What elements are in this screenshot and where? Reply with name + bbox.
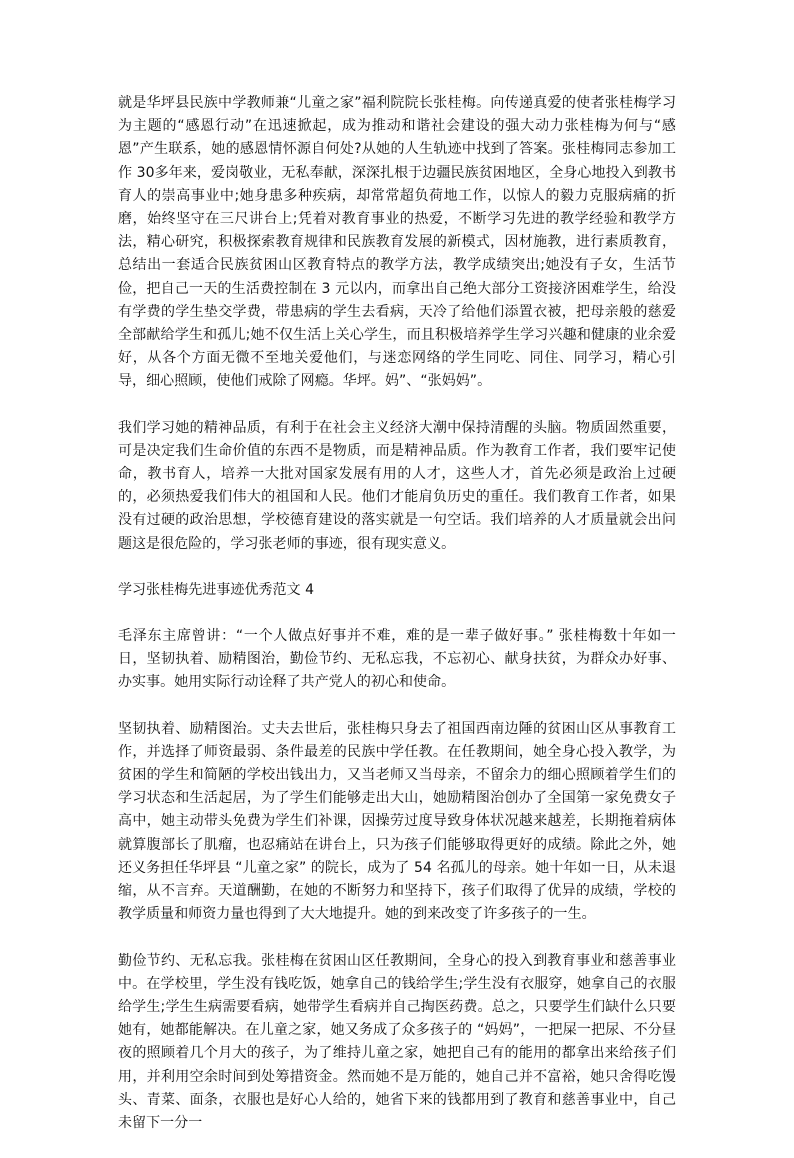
paragraph-1: 就是华坪县民族中学教师兼“儿童之家”福利院院长张桂梅。向传递真爱的使者张桂梅学习为主题的“感恩行动”在迅速掀起，成为推动和谐社会建设的强大动力张桂梅为何与“感恩”产生联系，她的感恩情怀源自何处?从她的人生轨迹中找到了答案。张桂梅同志参加工作 30多年来，爱岗敬业，无私奉献，深深扎根于边疆民族贫困地区，全身心地投入到教书育人的崇高事业中;她身患多种疾病，却常常超负荷地工作，以惊人的毅力克服病痛的折磨，始终坚守在三尺讲台上;凭着对教育事业的热爱，不断学习先进的教学经验和教学方法，精心研究，积极探索教育规律和民族教育发展的新模式，因材施教，进行素质教育，总结出一套适合民族贫困山区教育特点的教学方法，教学成绩突出;她没有子女，生活节俭，把自己一天的生活费控制在 3 元以内，而拿出自己绝大部分工资接济困难学生，给没有学费的学生垫交学费，带患病的学生去看病，天冷了给他们添置衣被，把母亲般的慈爱全部献给学生和孤儿;她不仅生活上关心学生，而且积极培养学生学习兴趣和健康的业余爱好，从各个方面无微不至地关爱他们，与迷恋网络的学生同吃、同住、同学习，精心引导，细心照顾，使他们戒除了网瘾。华坪。妈”、“张妈妈”。 xyxy=(118,95,676,390)
document-page xyxy=(118,92,676,1158)
paragraph-5: 勤俭节约、无私忘我。张桂梅在贫困山区任教期间，全身心的投入到教育事业和慈善事业中。在学校里，学生没有钱吃饭，她拿自己的钱给学生;学生没有衣服穿，她拿自己的衣服给学生;学生生病需要看病，她带学生看病并自己掏医药费。总之，只要学生们缺什么只要她有，她都能解决。在儿童之家，她又务成了众多孩子的 “妈妈”，一把屎一把尿、不分昼夜的照顾着几个月大的孩子，为了维持儿童之家，她把自己有的能用的都拿出来给孩子们用，并利用空余时间到处筹措资金。然而她不是万能的，她自己并不富裕，她只舍得吃馒头、青菜、面条，衣服也是好心人给的，她省下来的钱都用到了教育和慈善事业中，自己未留下一分一 xyxy=(118,952,676,1131)
paragraph-4: 坚韧执着、励精图治。丈夫去世后，张桂梅只身去了祖国西南边陲的贫困山区从事教育工作，并选择了师资最弱、条件最差的民族中学任教。在任教期间，她全身心投入教学，为贫困的学生和简陋的学校出钱出力，又当老师又当母亲，不留余力的细心照顾着学生们的学习状态和生活起居，为了学生们能够走出大山，她励精图治创办了全国第一家免费女子高中，她主动带头免费为学生们补课，因操劳过度导致身体状况越来越差，长期拖着病体就算腹部长了肌瘤，也忍痛站在讲台上，只为孩子们能够取得更好的成绩。除此之外，她还义务担任华坪县 “儿童之家” 的院长，成为了 54 名孤儿的母亲。她十年如一日，从未退缩，从不言弃。天道酬勤，在她的不断努力和坚持下，孩子们取得了优异的成绩，学校的教学质量和师资力量也得到了大大地提升。她的到来改变了许多孩子的一生。 xyxy=(118,720,676,923)
section-heading: 学习张桂梅先进事迹优秀范文 4 xyxy=(118,581,315,598)
paragraph-3: 毛泽东主席曾讲：“一个人做点好事并不难，难的是一辈子做好事。” 张桂梅数十年如一日，坚韧执着、励精图治，勤俭节约、无私忘我，不忘初心、献身扶贫，为群众办好事、办实事。她用实际行动诠释了共产党人的初心和使命。 xyxy=(118,628,676,691)
paragraph-2: 我们学习她的精神品质，有利于在社会主义经济大潮中保持清醒的头脑。物质固然重要，可是决定我们生命价值的东西不是物质，而是精神品质。作为教育工作者，我们要牢记使命，教书育人，培养一大批对国家发展有用的人才，这些人才，首先必须是政治上过硬的，必须热爱我们伟大的祖国和人民。他们才能肩负历史的重任。我们教育工作者，如果没有过硬的政治思想，学校德育建设的落实就是一句空话。我们培养的人才质量就会出问题这是很危险的，学习张老师的事迹，很有现实意义。 xyxy=(118,419,676,552)
